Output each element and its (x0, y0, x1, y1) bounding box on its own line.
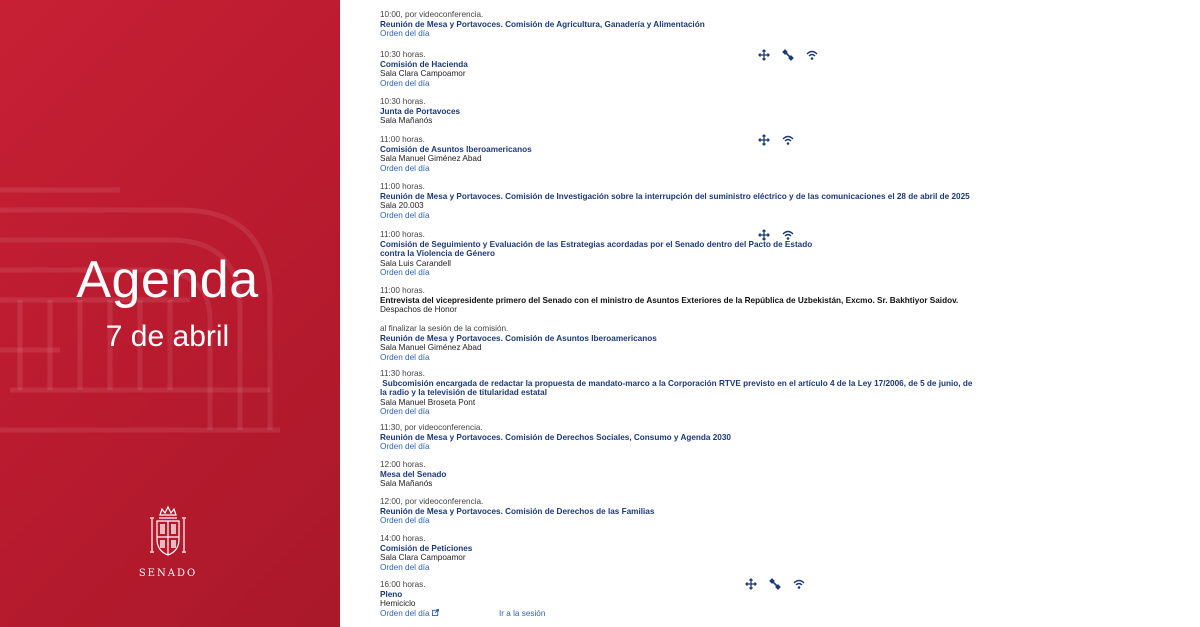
move-icon[interactable] (758, 229, 770, 244)
page-title: Agenda (76, 251, 259, 309)
agenda-item (380, 460, 1180, 489)
go-to-session-link[interactable]: Ir a la sesión (499, 608, 546, 618)
agenda-title[interactable]: Comisión de Seguimiento y Evaluación de las Estrategias acordadas por el Senado dentro del Pacto de Estado (380, 239, 813, 249)
coat-of-arms-icon (148, 505, 188, 560)
agenda-time: 16:00 horas. (380, 580, 426, 589)
agenda-item (380, 10, 1180, 39)
broadcast-icon[interactable] (793, 578, 805, 593)
agenda-time: 11:30, por videoconferencia. (380, 423, 483, 432)
agenda-time: 10:30 horas. (380, 97, 426, 106)
parliament-building-watermark (0, 150, 340, 470)
agenda-room: Sala Manuel Giménez Abad (380, 154, 482, 163)
agenda-item (380, 423, 1180, 452)
broadcast-icon[interactable] (782, 229, 794, 244)
move-icon[interactable] (758, 49, 770, 64)
page-date: 7 de abril (105, 320, 230, 353)
agenda-time: 11:00 horas. (380, 286, 425, 295)
agenda-time: 11:00 horas. (380, 182, 425, 191)
agenda-order-link[interactable]: Orden del día (380, 210, 430, 220)
agenda-title[interactable]: contra la Violencia de Género (380, 249, 495, 258)
agenda-order-link[interactable]: Orden del día (380, 407, 430, 416)
agenda-item (380, 286, 1180, 315)
agenda-title[interactable]: Reunión de Mesa y Portavoces. Comisión de Derechos de las Familias (380, 506, 655, 516)
agenda-time: 14:00 horas. (380, 534, 426, 543)
session-media-icons (745, 578, 809, 593)
agenda-title[interactable]: Comisión de Peticiones (380, 543, 473, 553)
agenda-order-link[interactable]: Orden del día (380, 562, 430, 572)
agenda-title[interactable]: Reunión de Mesa y Portavoces. Comisión de Investigación sobre la interrupción del suministro eléctrico y de las comunicaciones el 28 de abril de 2025 (380, 191, 970, 201)
satellite-icon[interactable] (782, 49, 794, 64)
agenda-time: 10:30 horas. (380, 50, 426, 59)
session-media-icons (758, 134, 798, 149)
agenda-title: Entrevista del vicepresidente primero del Senado con el ministro de Asuntos Exteriores de la República de Uzbekistán, Excmo. Sr. Bakhtiyor Saidov. (380, 295, 959, 305)
agenda-item (380, 135, 1180, 173)
agenda-order-link[interactable]: Orden del día (380, 352, 430, 362)
agenda-title[interactable]: Subcomisión encargada de redactar la propuesta de mandato-marco a la Corporación RTVE previsto en el artículo 4 de la Ley 17/2006, de 5 de junio, de (380, 378, 973, 388)
agenda-title[interactable]: Comisión de Hacienda (380, 59, 468, 69)
agenda-room: Sala Clara Campoamor (380, 69, 466, 78)
agenda-time: 11:30 horas. (380, 369, 425, 378)
agenda-time: al finalizar la sesión de la comisión. (380, 324, 509, 333)
agenda-time: 12:00, por videoconferencia. (380, 497, 484, 506)
agenda-room: Sala Mañanós (380, 116, 433, 125)
agenda-time: 11:00 horas. (380, 230, 425, 239)
agenda-room: Sala 20.003 (380, 201, 424, 210)
logo-text: SENADO (138, 568, 198, 579)
move-icon[interactable] (745, 578, 757, 593)
agenda-title[interactable]: Mesa del Senado (380, 469, 447, 479)
satellite-icon[interactable] (769, 578, 781, 593)
agenda-item (380, 580, 1180, 618)
agenda-title[interactable]: Reunión de Mesa y Portavoces. Comisión de Agricultura, Ganadería y Alimentación (380, 19, 705, 29)
agenda-item (380, 230, 1180, 278)
senado-logo (138, 505, 198, 579)
agenda-order-link[interactable]: Orden del día (380, 442, 430, 451)
agenda-room: Sala Manuel Giménez Abad (380, 343, 482, 352)
agenda-item (380, 369, 1180, 417)
agenda-order-link[interactable]: Orden del día (380, 78, 430, 88)
move-icon[interactable] (758, 134, 770, 149)
agenda-title[interactable]: Reunión de Mesa y Portavoces. Comisión de Derechos Sociales, Consumo y Agenda 2030 (380, 432, 731, 442)
agenda-item (380, 50, 1180, 88)
agenda-room: Sala Manuel Broseta Pont (380, 397, 476, 407)
agenda-room: Sala Luis Carandell (380, 258, 452, 268)
agenda-item (380, 182, 1180, 220)
agenda-item (380, 497, 1180, 526)
session-media-icons (758, 49, 822, 64)
agenda-order-link[interactable]: Orden del día (380, 163, 430, 173)
session-media-icons (758, 229, 798, 244)
agenda-room: Sala Mañanós (380, 479, 433, 488)
broadcast-icon[interactable] (782, 134, 794, 149)
agenda-title[interactable]: Reunión de Mesa y Portavoces. Comisión de Asuntos Iberoamericanos (380, 333, 657, 343)
agenda-item (380, 534, 1180, 572)
agenda-room: Sala Clara Campoamor (380, 553, 466, 562)
agenda-item (380, 97, 1180, 126)
agenda-item (380, 324, 1180, 362)
sidebar-panel (0, 0, 340, 627)
agenda-time: 10:00, por videoconferencia. (380, 10, 484, 19)
agenda-order-link[interactable]: Orden del día (380, 608, 430, 618)
external-link-icon (432, 609, 439, 618)
broadcast-icon[interactable] (806, 49, 818, 64)
agenda-title[interactable]: Pleno (380, 589, 403, 599)
agenda-title[interactable]: la radio y la televisión de titularidad estatal (380, 388, 547, 397)
agenda-order-link[interactable]: Orden del día (380, 268, 430, 277)
agenda-title[interactable]: Junta de Portavoces (380, 106, 461, 116)
agenda-time: 12:00 horas. (380, 460, 426, 469)
agenda-title[interactable]: Comisión de Asuntos Iberoamericanos (380, 144, 532, 154)
agenda-room: Hemiciclo (380, 599, 416, 608)
agenda-time: 11:00 horas. (380, 135, 425, 144)
agenda-order-link[interactable]: Orden del día (380, 516, 430, 525)
agenda-room: Despachos de Honor (380, 305, 457, 314)
agenda-order-link[interactable]: Orden del día (380, 29, 430, 38)
